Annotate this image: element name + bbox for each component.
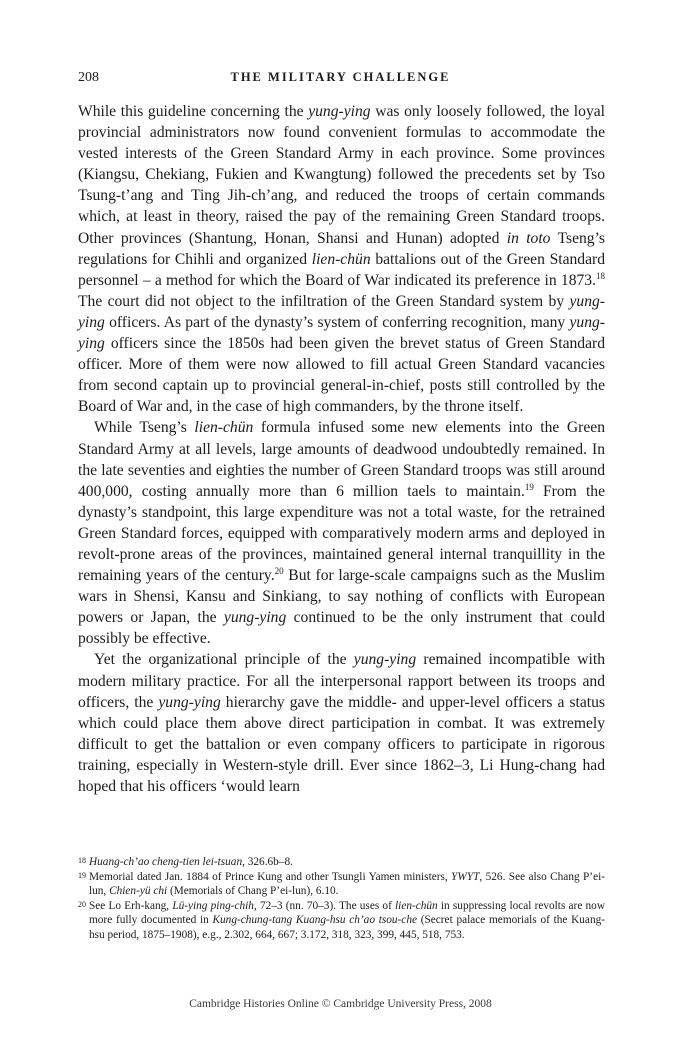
text-run: continued to be the only instrument that could possibly be effective.	[78, 609, 605, 648]
italic-term: yung-ying	[353, 651, 417, 669]
italic-term: lien-chün	[395, 899, 438, 912]
italic-term: YWYT	[451, 870, 480, 883]
text-run: , 326.6b–8.	[242, 856, 293, 868]
text-run: The court did not object to the infiltration of the Green Standard system by	[78, 292, 570, 310]
footnote-text	[89, 871, 605, 898]
footnote-reference: 18	[596, 270, 605, 281]
italic-term: lien-chün	[194, 419, 254, 437]
italic-term: yung-ying	[308, 103, 371, 120]
text-run: hierarchy gave the middle- and upper-level officers a status which could place them above direct participation in combat. It was extremely difficult to get the battalion or even company officers to participate in rigorous training, especially in Western-style drill. Ever since 1862–3, Li Hung-chang had hoped that his officers ‘would learn	[78, 693, 605, 795]
text-run: formula infused some new elements into the Green Standard Army at all levels, large amounts of deadwood undoubtedly remained. In the late seventies and eighties the number of Green Standard troops was still around 400,000, costing annually more than 6 million taels to maintain.	[78, 419, 605, 500]
paragraph-3	[78, 649, 605, 797]
copyright-footer: Cambridge Histories Online © Cambridge University Press, 2008	[189, 998, 492, 1010]
text-run: (Memorials of Chang P’ei-lun), 6.10.	[167, 885, 339, 898]
text-run: But for large-scale campaigns such as the Muslim wars in Shensi, Kansu and Sinkiang, to say nothing of conflicts with European powers or Japan, the	[78, 567, 605, 627]
text-run: While Tseng’s	[94, 419, 195, 437]
italic-term: Chien-yü chi	[109, 885, 168, 898]
chapter-title: THE MILITARY CHALLENGE	[230, 70, 451, 84]
text-run: in suppressing local revolts are now more fully documented in	[89, 899, 605, 927]
text-run: officers. As part of the dynasty’s system of conferring recognition, many	[104, 313, 570, 331]
text-run: , 526. See also Chang P’ei-lun,	[89, 870, 605, 898]
text-run: (Secret palace memorials of the Kuang-hsu period, 1875–1908), e.g., 2.302, 664, 667; 3.172, 318, 323, 399, 445, 518, 753.	[89, 914, 606, 941]
footnote-20	[78, 899, 605, 943]
text-run: remained incompatible with modern military practice. For all the interpersonal rapport between its troops and officers, the	[78, 651, 605, 711]
paragraph-1	[78, 101, 605, 417]
text-run: While this guideline concerning the	[78, 103, 309, 120]
text-run: Tseng’s regulations for Chihli and organized	[78, 229, 605, 268]
footnote-text	[89, 900, 605, 941]
italic-term: lien-chün	[311, 250, 371, 268]
text-run: was only loosely followed, the loyal provincial administrators now found convenient formulas to accommodate the vested interests of the Green Standard Army in each province. Some provinces (Kiangsu, Chekiang, Fukien and Kwangtung) followed the precedents set by Tso Tsung-t’ang and Ting Jih-ch’ang, and reduced the troops of certain commands which, at least in theory, raised the pay of the remaining Green Standard troops. Other provinces (Shantung, Honan, Shansi and Hunan) adopted	[78, 103, 605, 247]
page-number: 208	[78, 70, 99, 85]
text-run: officers since the 1850s had been given the brevet status of Green Standard officer. More of them were now allowed to fill actual Green Standard vacancies from second captain up to provincial general-in-chief, posts still controlled by the Board of War and, in the case of high commanders, by the throne itself.	[78, 335, 605, 416]
italic-term: in toto	[506, 229, 551, 247]
text-run: , 72–3 (nn. 70–3). The uses of	[253, 899, 396, 912]
italic-term: Lü-ying ping-chih	[172, 899, 254, 912]
footnote-reference: 20	[274, 565, 284, 576]
text-run: From the dynasty’s standpoint, this large expenditure was not a total waste, for the retrained Green Standard forces, equipped with comparatively modern arms and deployed in revolt-prone areas of the provinces, maintained general internal tranquillity in the remaining years of the century.	[78, 482, 606, 585]
footnote-number: 18	[78, 856, 86, 865]
text-run: Memorial dated Jan. 1884 of Prince Kung and other Tsungli Yamen ministers,	[89, 870, 452, 883]
italic-term: yung-ying	[223, 609, 287, 627]
footnote-number: 20	[78, 899, 86, 909]
running-head	[78, 70, 603, 90]
footnote-18	[78, 855, 605, 870]
footnote-text	[89, 856, 293, 868]
italic-term: yung-ying	[78, 313, 605, 353]
text-run: Yet the organizational principle of the	[94, 651, 354, 669]
italic-term: yung-ying	[78, 292, 605, 331]
footnote-19	[78, 870, 605, 899]
italic-term: Huang-ch’ao cheng-tien lei-tsuan	[89, 856, 243, 868]
paragraph-2	[78, 417, 605, 649]
text-run: See Lo Erh-kang,	[89, 899, 173, 912]
footnotes	[78, 855, 605, 943]
text-run: battalions out of the Green Standard personnel – a method for which the Board of War indicated its preference in 1873.	[78, 250, 606, 289]
footnote-number: 19	[78, 870, 86, 880]
body-text	[78, 101, 605, 797]
footnote-reference: 19	[524, 481, 534, 492]
italic-term: Kung-chung-tang Kuang-hsu ch’ao tsou-che	[212, 914, 417, 927]
italic-term: yung-ying	[158, 693, 221, 711]
